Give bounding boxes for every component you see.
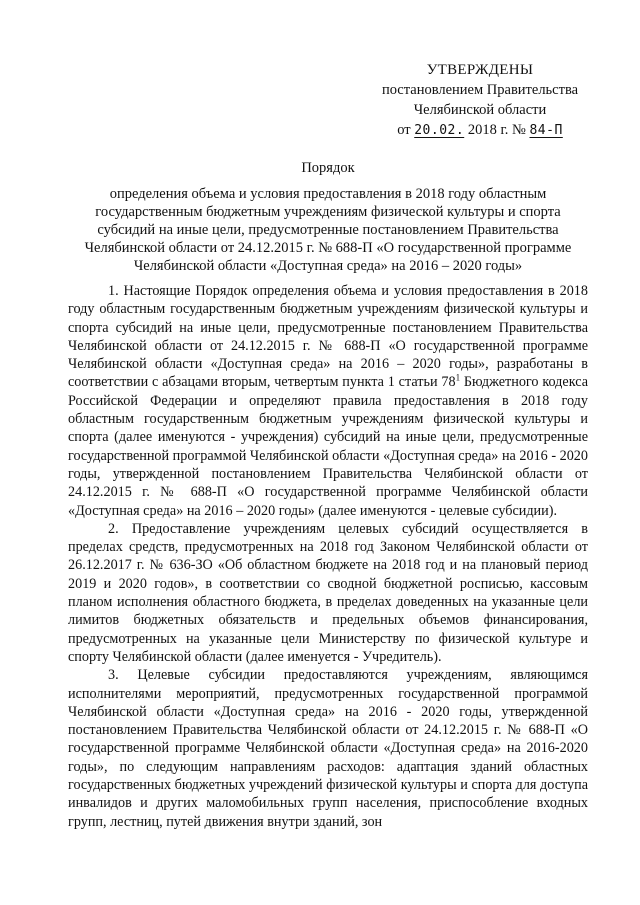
paragraph-1-text-b: Бюджетного кодекса Российской Федерации и определяют правила предоставления в 2018 году областным государственным бюджетным учреждениям физической культуры и спорта (далее именуются - учреждения) субсидий на иные цели, предусмотренные государственной программой Челябинской области «Доступная среда» на 2016 - 2020 годы, утвержденной постановлением Правительства Челябинской области от 24.12.2015 г. № 688-П «О государственной программе Челябинской области «Доступная среда» на 2016 – 2020 годы» (далее именуются - целевые субсидии). (68, 374, 589, 519)
approval-line-1: постановлением Правительства (381, 82, 579, 98)
handwritten-date: 20.02. (414, 123, 465, 138)
paragraph-3: 3. Целевые субсидии предоставляются учреждениям, являющимся исполнителями мероприятий, предусмотренных государственной программой Челябинской области «Доступная среда» на 2016 - 2020 годы, утвержденной постановлением Правительства Челябинской области от 24.12.2015 г. № 688-П «О государственной программе Челябинской области «Доступная среда» на 2016-2020 годы», по следующим направлениям расходов: адаптация зданий областных государственных бюджетных учреждений физической культуры и спорта для доступа инвалидов и других маломобильных групп населения, приспособление входных групп, лестниц, путей движения внутри зданий, зон (68, 667, 588, 830)
approval-stamp (360, 60, 600, 141)
document-body (68, 282, 588, 831)
paragraph-1 (68, 282, 588, 520)
paragraph-2: 2. Предоставление учреждениям целевых субсидий осуществляется в пределах средств, предусмотренных на 2018 год Законом Челябинской области от 26.12.2017 г. № 636-ЗО «Об областном бюджете на 2018 год и на плановый период 2019 и 2020 годов», в соответствии со сводной бюджетной росписью, кассовым планом исполнения областного бюджета, в пределах доведенных на указанные цели лимитов бюджетных обязательств и предельных объемов финансирования, предусмотренных на указанные цели Министерству по физической культуре и спорту Челябинской области (далее именуется - Учредитель). (68, 520, 588, 665)
document-heading (68, 159, 588, 275)
handwritten-number: 84-П (529, 123, 563, 138)
document-subtitle: определения объема и условия предоставления в 2018 году областным государственным бюджетным учреждениям физической культуры и спорта субсидий на иные цели, предусмотренные постановлением Правительства Челябинской области от 24.12.2015 г. № 688-П «О государственной программе Челябинской области «Доступная среда» на 2016 – 2020 годы» (84, 186, 572, 274)
approval-date-line (360, 120, 600, 141)
article-superscript: 1 (455, 372, 461, 383)
approval-line-2: Челябинской области (413, 102, 547, 118)
approval-year: 2018 г. № (467, 122, 526, 138)
approval-title: УТВЕРЖДЕНЫ (426, 62, 534, 78)
document-title: Порядок (301, 160, 355, 176)
date-prefix: от (397, 122, 411, 138)
paragraph-1-text-a: 1. Настоящие Порядок определения объема и условия предоставления в 2018 году областным государственным бюджетным учреждениям физической культуры и спорта субсидий на иные цели, предусмотренные постановлением Правительства Челябинской области от 24.12.2015 г. № 688-П «О государственной программе Челябинской области «Доступная среда» на 2016 – 2020 годы», разработаны в соответствии с абзацами вторым, четвертым пункта 1 статьи 78 (68, 283, 588, 391)
